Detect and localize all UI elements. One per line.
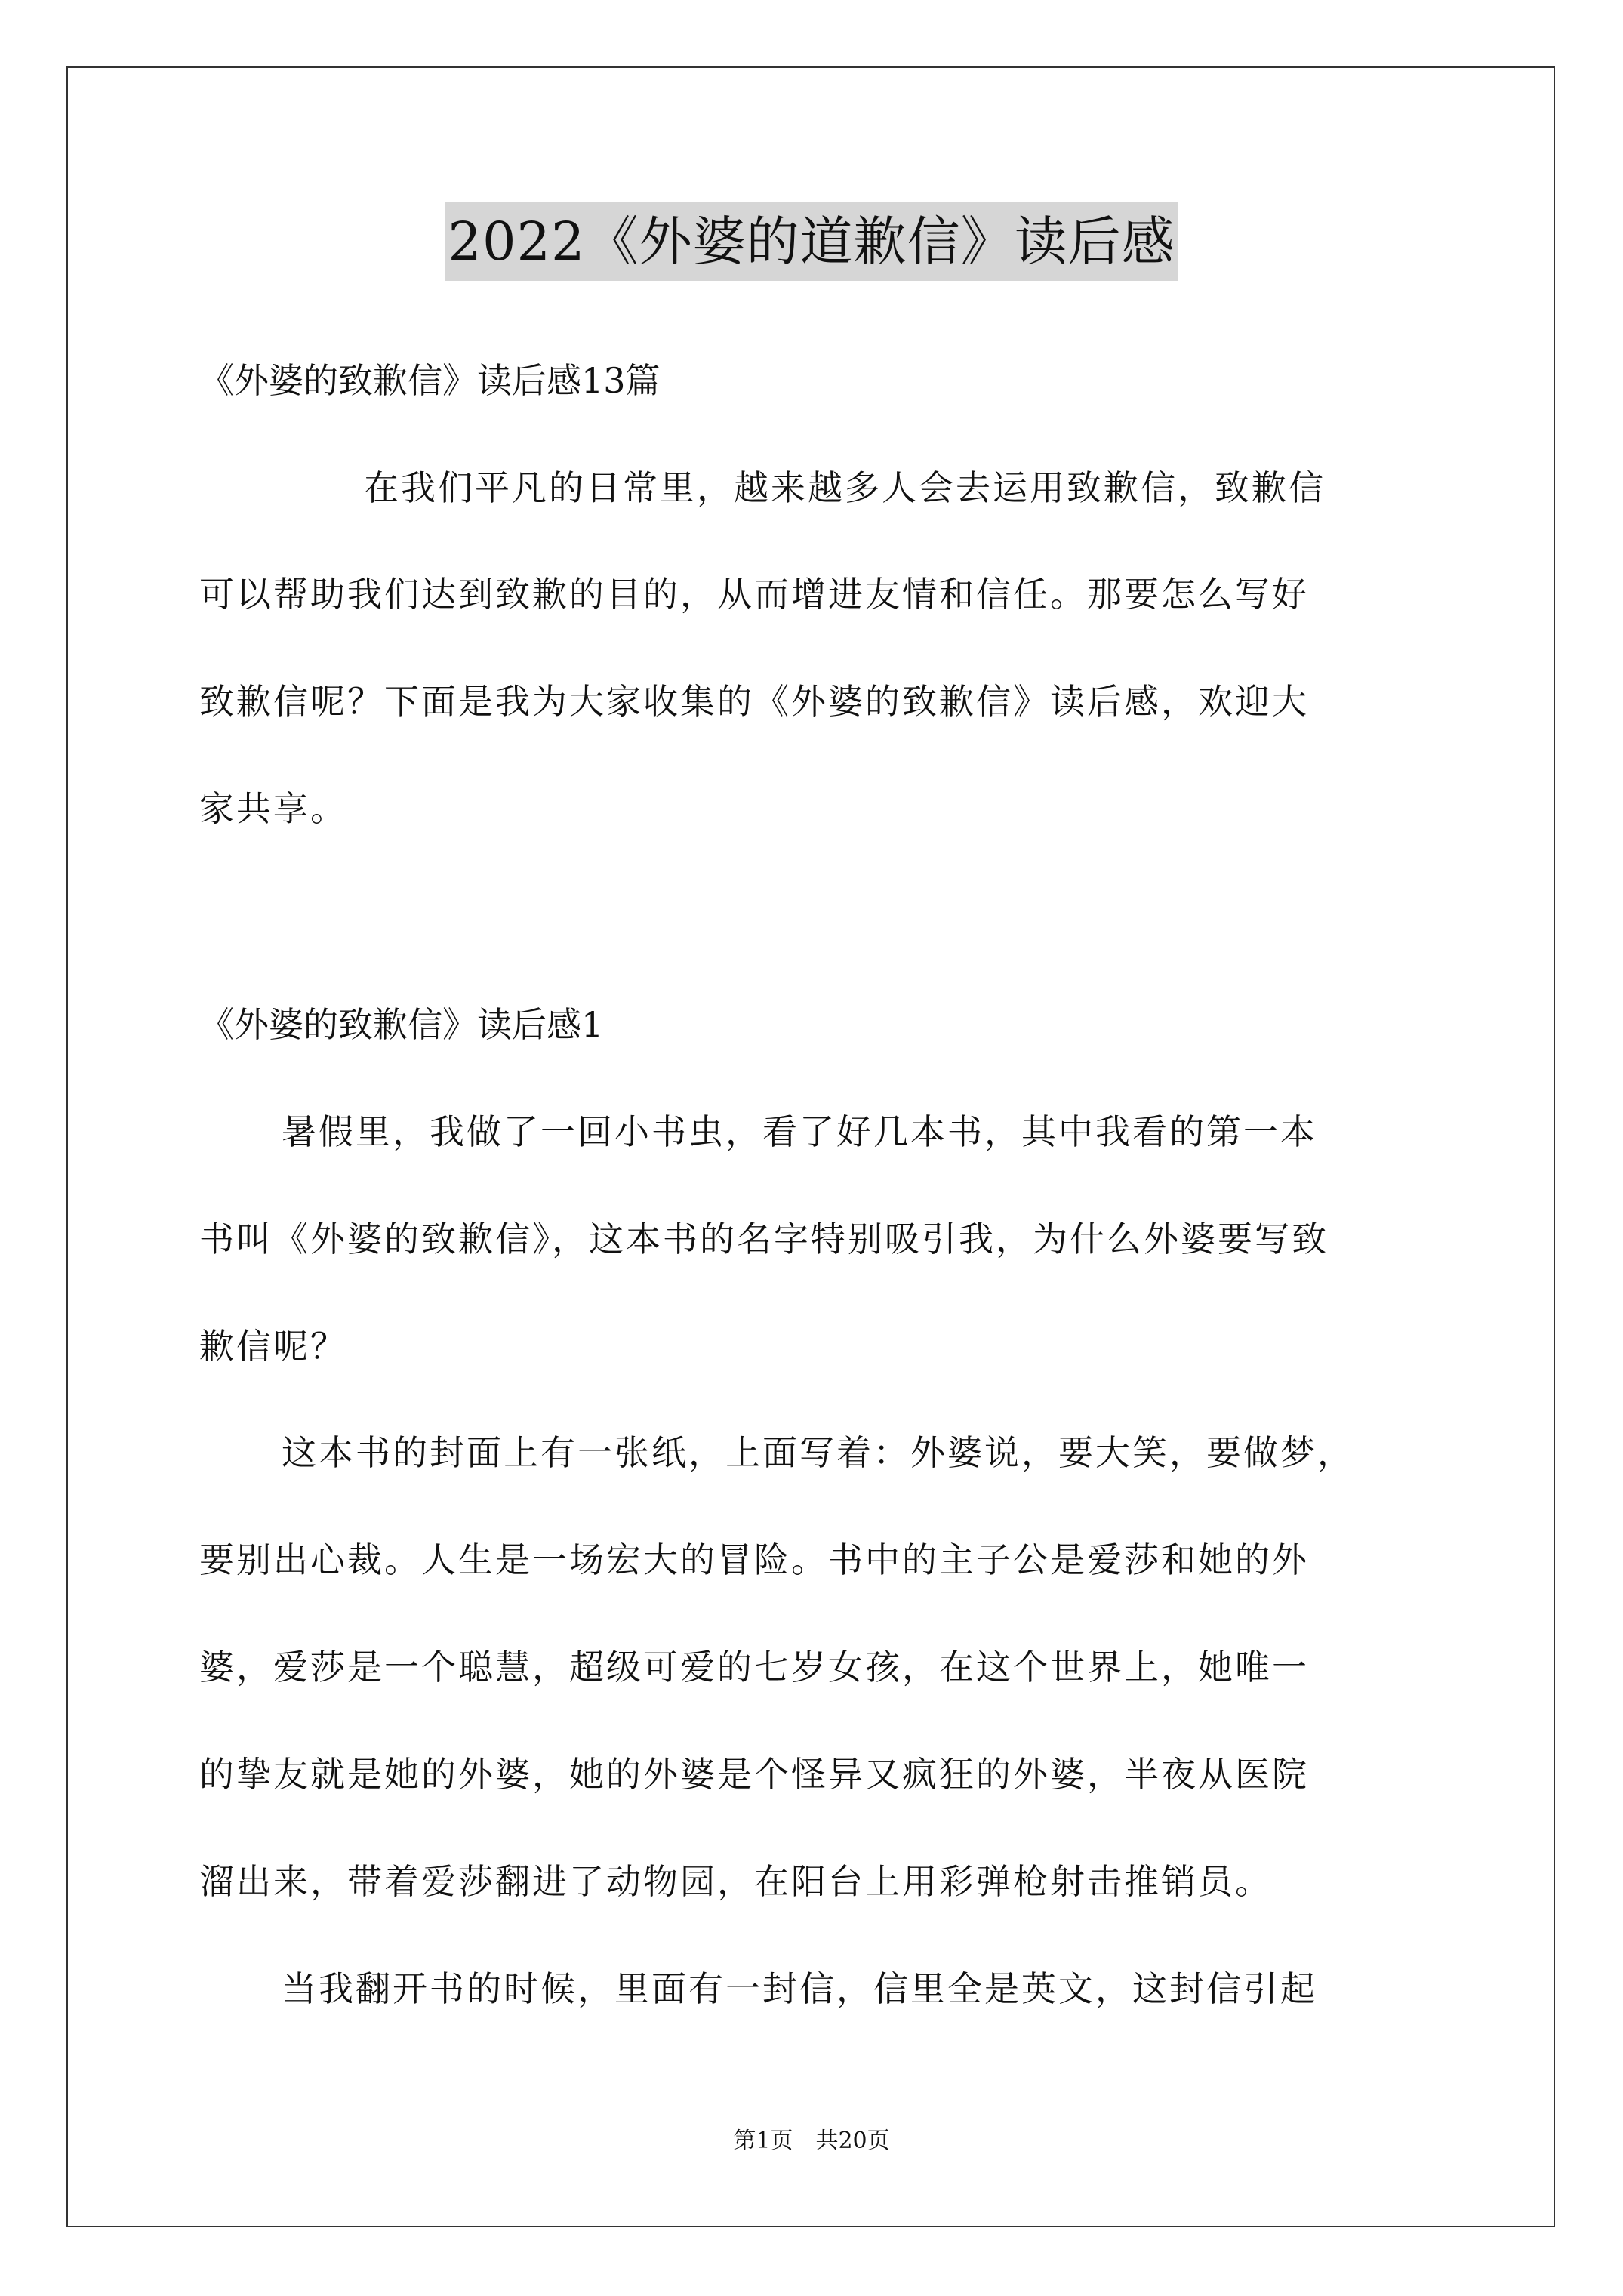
paragraph-line: 当我翻开书的时候，里面有一封信，信里全是英文，这封信引起 (282, 1968, 1317, 2009)
intro-line: 可以帮助我们达到致歉的目的，从而增进友情和信任。那要怎么写好 (199, 574, 1309, 615)
page-number-footer: 第1页 共20页 (733, 2128, 890, 2154)
paragraph-line: 歉信呢？ (199, 1326, 347, 1367)
title-container (0, 202, 1623, 281)
document-subheading: 《外婆的致歉信》读后感13篇 (199, 360, 661, 401)
paragraph-line: 婆，爱莎是一个聪慧，超级可爱的七岁女孩，在这个世界上，她唯一 (199, 1647, 1309, 1687)
intro-line: 家共享。 (199, 788, 347, 829)
paragraph-line: 要别出心裁。人生是一场宏大的冒险。书中的主子公是爱莎和她的外 (199, 1539, 1309, 1580)
document-title: 2022《外婆的道歉信》读后感 (445, 202, 1178, 281)
section-heading: 《外婆的致歉信》读后感1 (199, 1004, 604, 1045)
paragraph-line: 这本书的封面上有一张纸，上面写着：外婆说，要大笑，要做梦， (282, 1432, 1354, 1473)
paragraph-line: 暑假里，我做了一回小书虫，看了好几本书，其中我看的第一本 (282, 1111, 1317, 1152)
paragraph-line: 书叫《外婆的致歉信》，这本书的名字特别吸引我，为什么外婆要写致 (199, 1219, 1329, 1259)
intro-line: 致歉信呢？下面是我为大家收集的《外婆的致歉信》读后感，欢迎大 (199, 681, 1309, 722)
intro-line: 在我们平凡的日常里，越来越多人会去运用致歉信，致歉信 (364, 467, 1326, 508)
paragraph-line: 溜出来，带着爱莎翻进了动物园，在阳台上用彩弹枪射击推销员。 (199, 1861, 1272, 1902)
paragraph-line: 的挚友就是她的外婆，她的外婆是个怪异又疯狂的外婆，半夜从医院 (199, 1754, 1309, 1795)
